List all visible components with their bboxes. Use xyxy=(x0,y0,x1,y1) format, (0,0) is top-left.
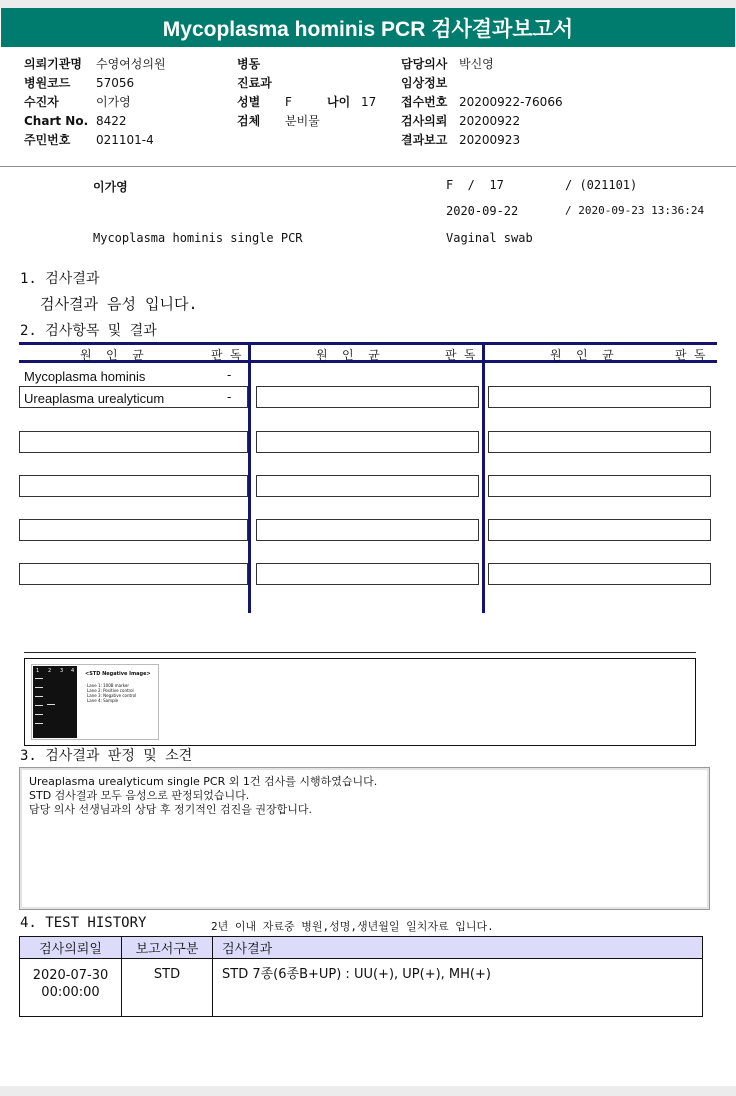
bottom-strip xyxy=(0,1086,736,1096)
sex-label: 성별 xyxy=(237,95,261,109)
gel-band xyxy=(35,714,43,715)
gel-strip xyxy=(33,666,77,738)
resident-no-value: 021101-4 xyxy=(96,133,154,147)
specimen-label: 검체 xyxy=(237,114,261,128)
top-strip xyxy=(0,0,736,8)
history-row xyxy=(20,959,703,1017)
gel-band xyxy=(35,687,43,688)
doctor-label: 담당의사 xyxy=(401,57,448,71)
chart-no-label: Chart No. xyxy=(24,114,89,128)
result-cell xyxy=(256,386,479,408)
col1-pathogen-header: 원 인 균 xyxy=(80,348,144,362)
hospital-code-value: 57056 xyxy=(96,76,135,90)
pathogen-result: - xyxy=(227,367,232,382)
receipt-no-value: 20200922-76066 xyxy=(459,95,563,109)
gel-band xyxy=(35,696,43,697)
sub-sex-age: F / 17 xyxy=(446,178,504,192)
history-header-row xyxy=(20,937,703,959)
sub-specimen: Vaginal swab xyxy=(446,231,533,245)
opinion-line: 담당 의사 선생님과의 상담 후 정기적인 검진을 권장합니다. xyxy=(29,803,312,816)
gel-legend-item: Lane 1: 100B marker xyxy=(87,683,130,688)
gel-legend-item: Lane 2: Positive control xyxy=(87,688,134,693)
gel-band xyxy=(47,704,55,705)
specimen-value: 분비물 xyxy=(285,114,320,128)
result-cell xyxy=(488,431,711,453)
report-date-label: 결과보고 xyxy=(401,133,448,147)
col3-judgement-header: 판 독 xyxy=(675,348,706,362)
clinical-info-label: 임상정보 xyxy=(401,76,448,90)
col2-pathogen-header: 원 인 균 xyxy=(316,348,380,362)
gel-band xyxy=(35,705,43,706)
history-col-date: 검사의뢰일 xyxy=(20,937,122,959)
sub-request-date: 2020-09-22 xyxy=(446,204,519,218)
section1-result-text: 검사결과 음성 입니다. xyxy=(40,295,198,313)
history-table xyxy=(19,936,703,1017)
gel-band xyxy=(35,723,43,724)
patient-label: 수진자 xyxy=(24,95,59,109)
gel-title: <STD Negative Image> xyxy=(85,671,151,677)
ward-label: 병동 xyxy=(237,57,261,71)
opinion-text xyxy=(29,775,377,817)
result-cell xyxy=(19,563,248,585)
result-cell xyxy=(256,563,479,585)
gel-image xyxy=(31,664,159,740)
doctor-value: 박신영 xyxy=(459,57,494,71)
result-cell xyxy=(19,519,248,541)
sub-birth: / (021101) xyxy=(565,178,638,192)
sub-test-name: Mycoplasma hominis single PCR xyxy=(93,231,303,245)
header-divider xyxy=(0,166,736,167)
header-col3 xyxy=(401,57,563,152)
history-time: 00:00:00 xyxy=(41,985,100,1000)
result-cell xyxy=(256,431,479,453)
col2-judgement-header: 판 독 xyxy=(445,348,476,362)
result-cell xyxy=(19,475,248,497)
gel-band xyxy=(35,678,43,679)
patient-value: 이가영 xyxy=(96,95,131,109)
result-cell xyxy=(488,563,711,585)
result-cell xyxy=(488,386,711,408)
result-cell xyxy=(256,519,479,541)
header-col2 xyxy=(237,57,376,133)
sex-value: F xyxy=(285,95,292,109)
result-cell xyxy=(256,475,479,497)
sub-report-datetime: / 2020-09-23 13:36:24 xyxy=(565,204,705,217)
report-title: Mycoplasma hominis PCR 검사결과보고서 xyxy=(1,8,735,47)
result-cell xyxy=(19,431,248,453)
table-divider-1 xyxy=(248,342,251,613)
resident-no-label: 주민번호 xyxy=(24,133,71,147)
table-top-rule xyxy=(19,342,717,345)
hospital-value: 수영여성의원 xyxy=(96,57,166,71)
gel-legend-item: Lane 3: Negative control xyxy=(87,693,137,698)
lane-number: 4 xyxy=(71,668,75,674)
col1-judgement-header: 판 독 xyxy=(211,348,242,362)
request-date-value: 20200922 xyxy=(459,114,521,128)
history-date-cell xyxy=(20,959,122,1017)
hospital-code-label: 병원코드 xyxy=(24,76,71,90)
gel-legend xyxy=(87,683,136,703)
section2-title: 2. 검사항목 및 결과 xyxy=(20,323,157,339)
lane-number: 1 xyxy=(36,668,40,674)
pathogen-name: Ureaplasma urealyticum xyxy=(24,391,165,406)
history-date: 2020-07-30 xyxy=(32,968,109,983)
section1-title: 1. 검사결과 xyxy=(20,271,100,287)
lane-number: 3 xyxy=(60,668,64,674)
result-cell xyxy=(488,475,711,497)
age-label: 나이 xyxy=(327,95,351,109)
lane-number: 2 xyxy=(48,668,52,674)
sub-patient-name: 이가영 xyxy=(93,180,128,194)
col3-pathogen-header: 원 인 균 xyxy=(550,348,614,362)
department-label: 진료과 xyxy=(237,76,272,90)
request-date-label: 검사의뢰 xyxy=(401,114,448,128)
table-divider-2 xyxy=(482,342,485,613)
chart-no-value: 8422 xyxy=(96,114,127,128)
history-note: 2년 이내 자료중 병원,성명,생년월일 일치자료 입니다. xyxy=(211,920,494,933)
receipt-no-label: 접수번호 xyxy=(401,95,448,109)
section4-title: 4. TEST HISTORY xyxy=(20,915,147,931)
age-value: 17 xyxy=(361,95,377,109)
gel-area-top-rule xyxy=(24,652,696,653)
history-col-result: 검사결과 xyxy=(213,937,703,959)
opinion-line: Ureaplasma urealyticum single PCR 외 1건 검사를 시행하였습니다. xyxy=(29,775,378,788)
history-col-type: 보고서구분 xyxy=(122,937,213,959)
hospital-label: 의뢰기관명 xyxy=(24,57,82,71)
opinion-line: STD 검사결과 모두 음성으로 판정되었습니다. xyxy=(29,789,250,802)
section3-title: 3. 검사결과 판정 및 소견 xyxy=(20,748,193,764)
history-result: STD 7종(6종B+UP) : UU(+), UP(+), MH(+) xyxy=(213,959,703,1017)
history-type: STD xyxy=(122,959,213,1017)
opinion-box xyxy=(19,767,710,910)
pathogen-result: - xyxy=(227,389,232,404)
result-cell xyxy=(488,519,711,541)
header-col1 xyxy=(24,57,166,152)
gel-legend-item: Lane 4: Sample xyxy=(87,698,119,703)
pathogen-name: Mycoplasma hominis xyxy=(24,369,146,384)
report-date-value: 20200923 xyxy=(459,133,521,147)
